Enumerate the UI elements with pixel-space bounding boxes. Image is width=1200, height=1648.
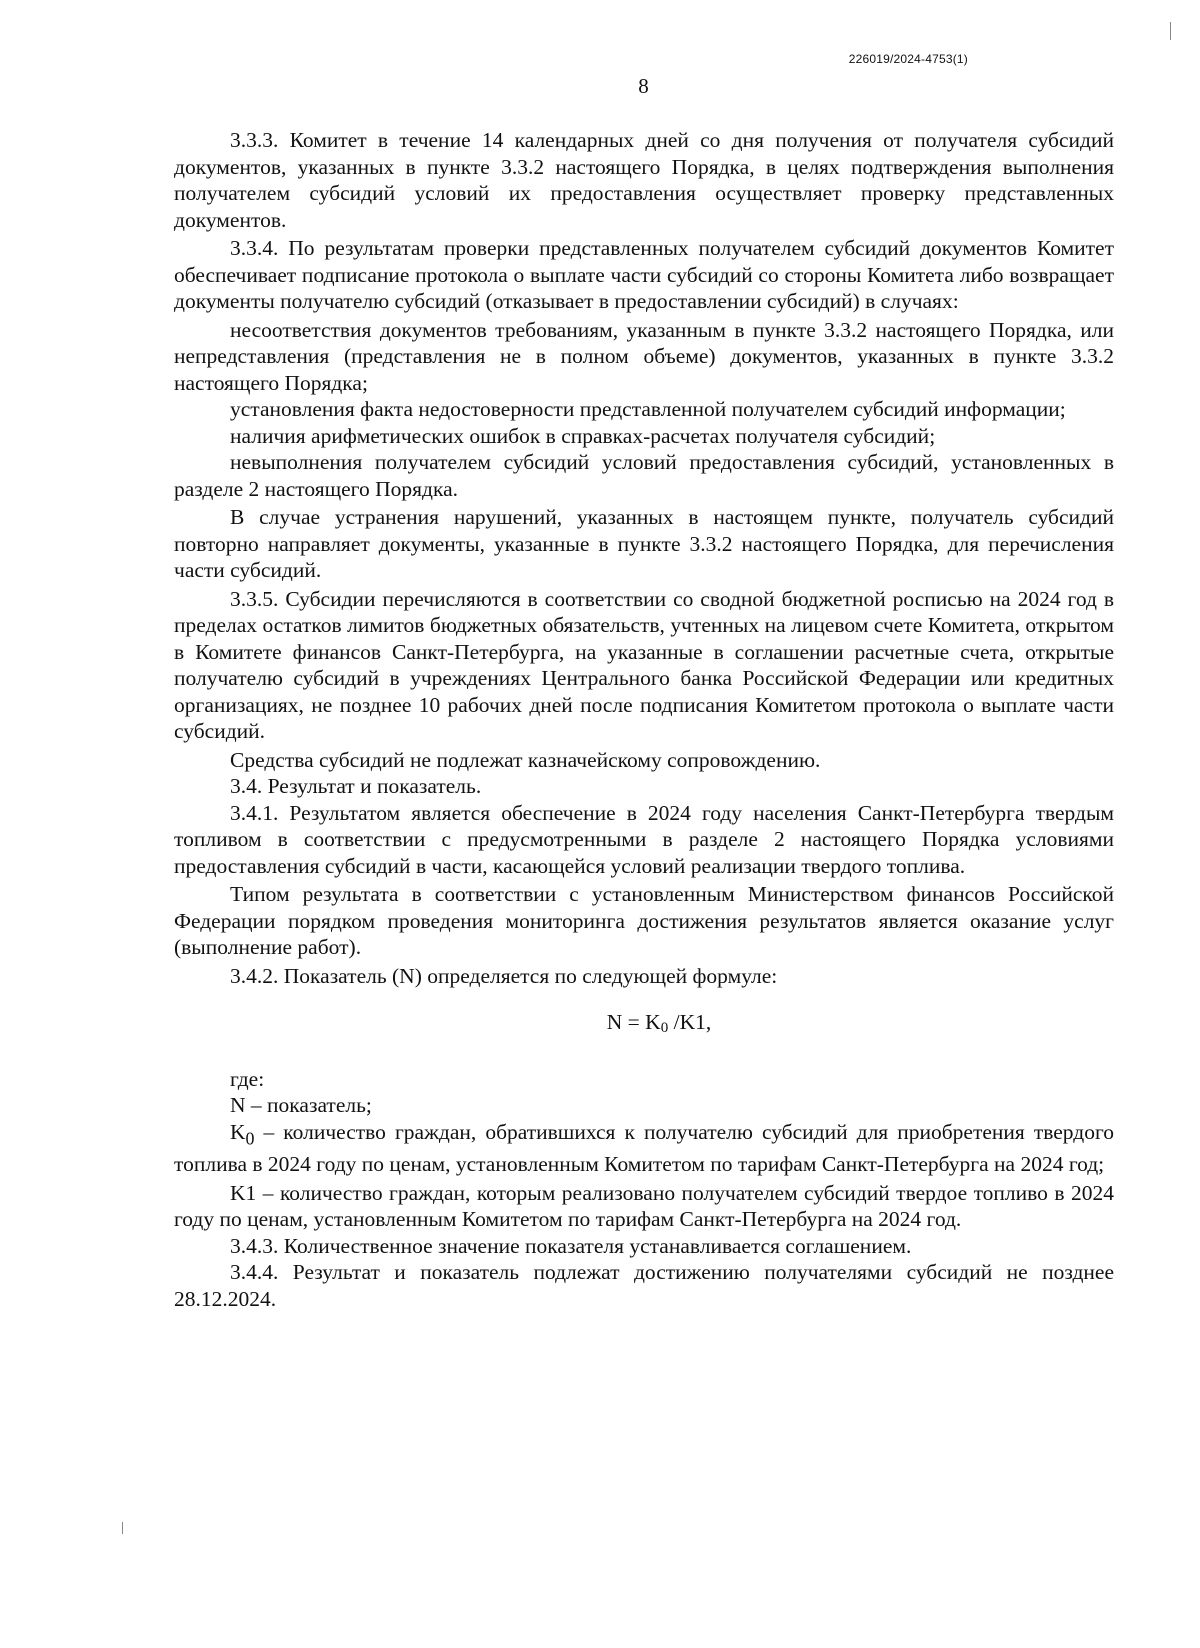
definition-n: N – показатель; (230, 1093, 372, 1117)
paragraph-3-4-3: 3.4.3. Количественное значение показателя устанавливается соглашением. (230, 1233, 912, 1258)
scan-mark-top (1170, 22, 1171, 40)
paragraph-no-treasury-support: Средства субсидий не подлежат казначейскому сопровождению. (230, 747, 821, 772)
formula-rhs: /K1, (668, 1010, 712, 1034)
paragraph-resubmission: В случае устранения нарушений, указанных в настоящем пункте, получатель субсидий повторно направляет документы, указанные в пункте 3.3.2 настоящего Порядка, для перечисления части субсидий. (174, 505, 1114, 582)
formula-subscript: 0 (660, 1020, 669, 1036)
paragraph-case-arithmetic-errors: наличия арифметических ошибок в справках-расчетах получателя субсидий; (230, 423, 936, 448)
paragraph-3-3-4: 3.3.4. По результатам проверки представленных получателем субсидий документов Комитет обеспечивает подписание протокола о выплате части субсидий со стороны Комитета либо возвращает документы получателю субсидий (отказывает в предоставлении субсидий) в случаях: (174, 236, 1114, 313)
page-number: 8 (638, 74, 649, 98)
paragraph-where: где: (230, 1066, 265, 1091)
paragraph-case-nonconformity: несоответствия документов требованиям, указанным в пункте 3.3.2 настоящего Порядка, или непредставления (представления не в полном объеме) документов, указанных в пункте 3.3.2 настоящего Порядка; (174, 317, 1114, 395)
scan-mark-bottom (122, 1522, 123, 1534)
definition-k0 (174, 1119, 1114, 1178)
definition-k1: K1 – количество граждан, которым реализовано получателем субсидий твердое топливо в 2024 году по ценам, установленным Комитетом по тарифам Санкт-Петербурга на 2024 год. (174, 1180, 1114, 1232)
paragraph-result-type: Типом результата в соответствии с установленным Министерством финансов Российской Федерации порядком проведения мониторинга достижения результатов является оказание услуг (выполнение работ). (174, 882, 1114, 959)
paragraph-case-unreliable-info: установления факта недостоверности представленной получателем субсидий информации; (230, 397, 1066, 421)
formula-lhs: N = K (606, 1010, 661, 1034)
paragraph-3-4-2: 3.4.2. Показатель (N) определяется по следующей формуле: (230, 963, 778, 988)
paragraph-3-3-3: 3.3.3. Комитет в течение 14 календарных дней со дня получения от получателя субсидий документов, указанных в пункте 3.3.2 настоящего Порядка, в целях подтверждения выполнения получателем субсидий условий их предоставления осуществляет проверку представленных документов. (174, 128, 1114, 232)
definition-k0-text: – количество граждан, обратившихся к получателю субсидий для приобретения твердого топлива в 2024 году по ценам, установленным Комитетом по тарифам Санкт-Петербурга на 2024 год; (174, 1119, 1114, 1177)
paragraph-3-4-1: 3.4.1. Результатом является обеспечение в 2024 году населения Санкт-Петербурга твердым топливом в соответствии с предусмотренными в разделе 2 настоящего Порядка условиями предоставления субсидий в части, касающейся условий реализации твердого топлива. (174, 800, 1114, 878)
paragraph-3-3-5: 3.3.5. Субсидии перечисляются в соответствии со сводной бюджетной росписью на 2024 год в пределах остатков лимитов бюджетных обязательств, учтенных на лицевом счете Комитета, открытом в Комитете финансов Санкт-Петербурга, на указанные в соглашении расчетные счета, открытые получателю субсидий в учреждениях Центрального банка Российской Федерации или кредитных организациях, не позднее 10 рабочих дней после подписания Комитетом протокола о выплате части субсидий. (174, 586, 1114, 743)
paragraph-3-4-4: 3.4.4. Результат и показатель подлежат достижению получателями субсидий не позднее 28.12.2024. (174, 1260, 1114, 1311)
registration-number: 226019/2024-4753(1) (848, 52, 968, 66)
paragraph-case-conditions-not-met: невыполнения получателем субсидий условий предоставления субсидий, установленных в разделе 2 настоящего Порядка. (174, 450, 1114, 501)
section-3-4-title: 3.4. Результат и показатель. (230, 774, 482, 798)
definition-k0-symbol: K (230, 1119, 246, 1144)
document-body (174, 127, 1114, 1312)
definition-k0-subscript: 0 (245, 1127, 255, 1148)
indicator-formula (174, 1009, 1114, 1036)
